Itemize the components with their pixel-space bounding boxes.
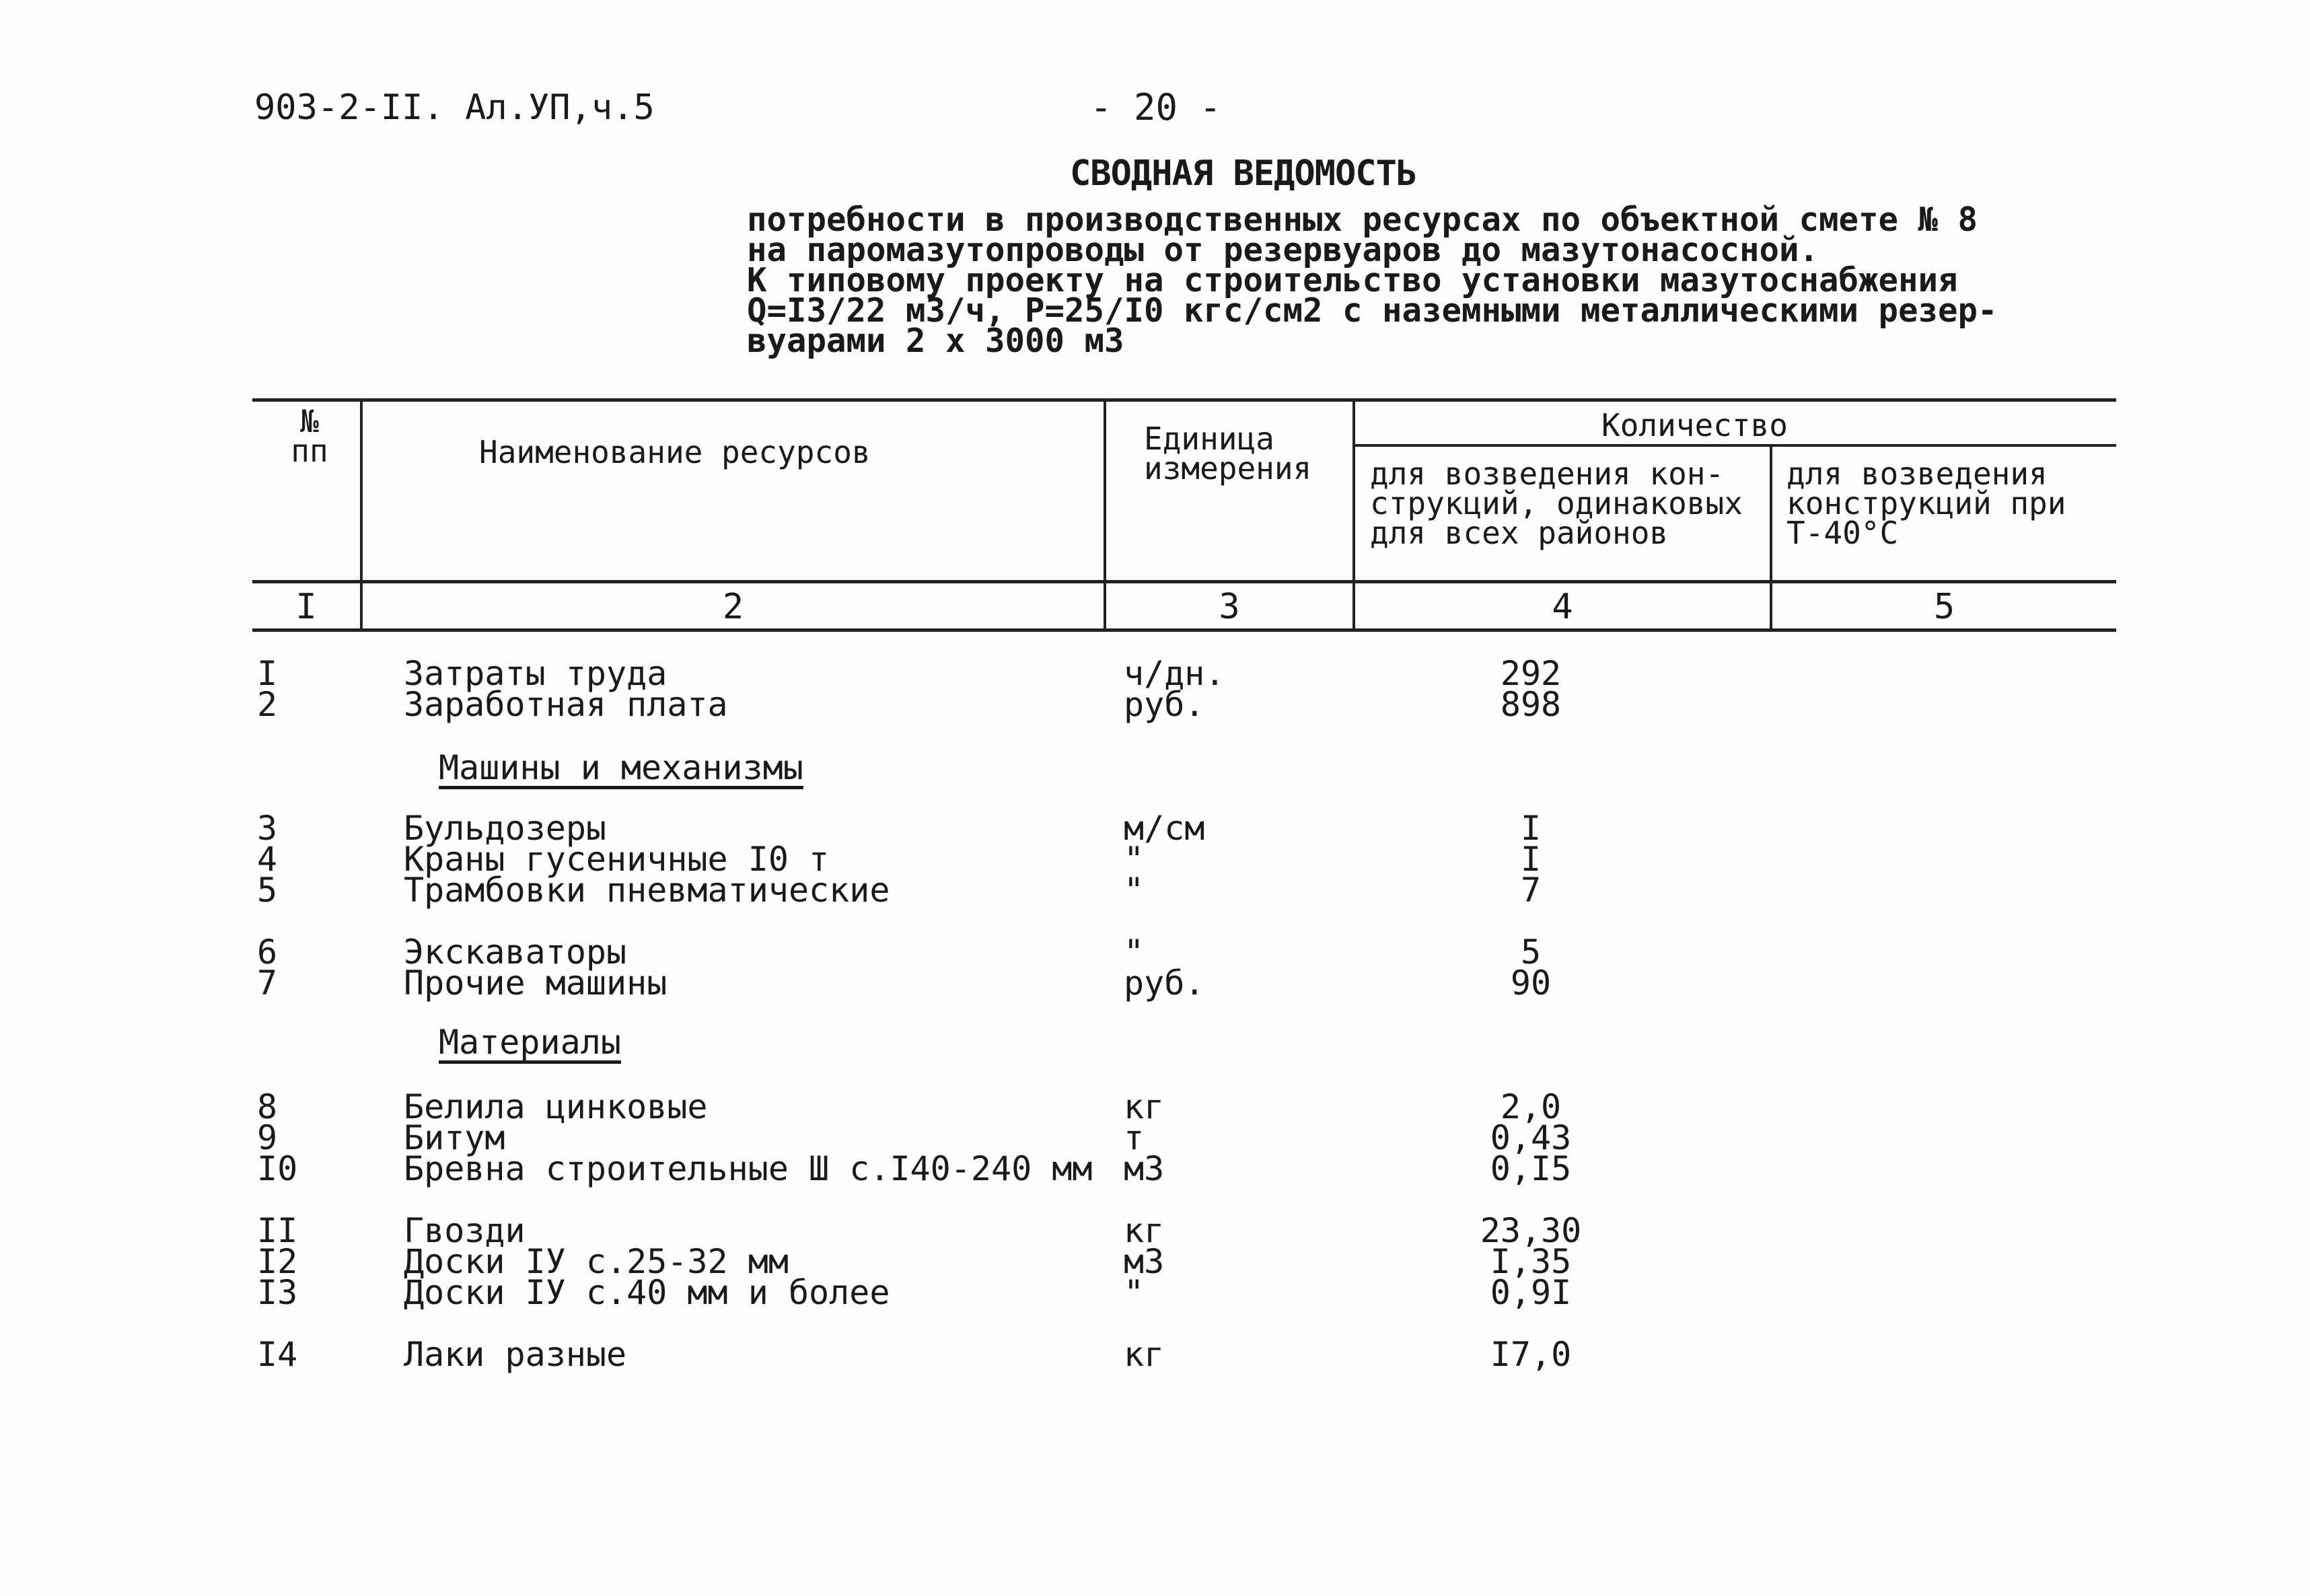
resource-name: Белила цинковые: [404, 1087, 708, 1126]
section-heading-machines: Машины и механизмы: [439, 748, 803, 787]
resource-unit: м3: [1124, 1242, 1165, 1281]
resource-quantity: 898: [1500, 685, 1562, 724]
table-row: [0, 840, 2310, 879]
table-top-border: [252, 398, 2116, 402]
resource-unit: кг: [1124, 1087, 1165, 1126]
resource-unit: т: [1124, 1118, 1145, 1157]
header-col-unit: Единица измерения: [1144, 421, 1312, 486]
resource-unit: ": [1124, 1273, 1145, 1312]
row-number: 2: [257, 685, 278, 724]
resource-quantity: I: [1520, 809, 1542, 848]
row-number: I0: [257, 1149, 298, 1188]
resource-name: Доски IУ с.25-32 мм: [404, 1242, 789, 1281]
resource-unit: м3: [1124, 1149, 1165, 1188]
document-subtitle: [747, 201, 1998, 360]
resource-name: Затраты труда: [404, 654, 667, 693]
resource-unit: ": [1124, 933, 1145, 972]
resource-name: Битум: [404, 1118, 505, 1157]
column-number: 4: [1552, 587, 1573, 627]
resource-quantity: I: [1520, 840, 1542, 879]
resource-name: Трамбовки пневматические: [404, 871, 890, 910]
row-number: 6: [257, 933, 278, 972]
resource-name: Лаки разные: [404, 1335, 627, 1374]
table-row: [0, 809, 2310, 848]
resource-quantity: 0,9I: [1490, 1273, 1572, 1312]
resource-quantity: 5: [1520, 933, 1542, 972]
group-divider: [1352, 444, 2116, 447]
resource-name: Бревна строительные Ш с.I40-240 мм: [404, 1149, 1093, 1188]
subtitle-line: Q=I3/22 м3/ч, Р=25/I0 кгс/см2 с наземными металлическими резер-: [747, 291, 1998, 330]
row-number: 3: [257, 809, 278, 848]
header-col-number: № пп: [291, 403, 328, 469]
resource-quantity: 7: [1520, 871, 1542, 910]
row-number: 7: [257, 964, 278, 1003]
row-number: II: [257, 1211, 298, 1250]
resource-unit: м/см: [1124, 809, 1205, 848]
resource-quantity: 0,I5: [1490, 1149, 1572, 1188]
document-title: СВОДНАЯ ВЕДОМОСТЬ: [1070, 153, 1417, 194]
resource-quantity: I,35: [1490, 1242, 1572, 1281]
table-row: [0, 1273, 2310, 1312]
table-row: [0, 964, 2310, 1003]
row-number: 5: [257, 871, 278, 910]
resource-name: Краны гусеничные I0 т: [404, 840, 830, 879]
resource-quantity: 292: [1500, 654, 1562, 693]
resource-unit: ": [1124, 871, 1145, 910]
row-number: I4: [257, 1335, 298, 1374]
subtitle-line: потребности в производственных ресурсах по объектной смете № 8: [747, 201, 1978, 239]
table-row: [0, 1242, 2310, 1281]
page-number: - 20 -: [1090, 86, 1222, 129]
resource-quantity: 90: [1510, 964, 1552, 1003]
section-heading-materials: Материалы: [439, 1023, 621, 1062]
column-number: I: [295, 587, 317, 627]
row-number: 8: [257, 1087, 278, 1126]
header-col-qty-all-regions: для возведения кон- струкций, одинаковых для всех районов: [1370, 456, 1743, 551]
header-bottom-border: [252, 580, 2116, 583]
resource-name: Доски IУ с.40 мм и более: [404, 1273, 890, 1312]
resource-unit: кг: [1124, 1335, 1165, 1374]
row-number: 9: [257, 1118, 278, 1157]
subtitle-line: на паромазутопроводы от резервуаров до мазутонасосной.: [747, 231, 1819, 269]
table-row: [0, 1149, 2310, 1188]
resource-unit: ": [1124, 840, 1145, 879]
resource-name: Заработная плата: [404, 685, 728, 724]
column-number: 2: [722, 587, 744, 627]
column-number: 3: [1219, 587, 1240, 627]
table-row: [0, 871, 2310, 910]
subtitle-line: вуарами 2 х 3000 м3: [747, 322, 1124, 360]
header-col-qty-t40: для возведения конструкций при Т-40°С: [1786, 456, 2066, 551]
resource-unit: кг: [1124, 1211, 1165, 1250]
table-row: [0, 1087, 2310, 1126]
row-number: I3: [257, 1273, 298, 1312]
resource-name: Экскаваторы: [404, 933, 627, 972]
column-number: 5: [1933, 587, 1955, 627]
resource-quantity: I7,0: [1490, 1335, 1572, 1374]
resource-name: Прочие машины: [404, 964, 667, 1003]
resource-name: Гвозди: [404, 1211, 526, 1250]
column-numbers-border: [252, 628, 2116, 632]
resource-unit: ч/дн.: [1124, 654, 1225, 693]
resource-quantity: 0,43: [1490, 1118, 1572, 1157]
resource-unit: руб.: [1124, 964, 1205, 1003]
table-row: [0, 1335, 2310, 1374]
header-col-name: Наименование ресурсов: [479, 434, 871, 470]
resource-name: Бульдозеры: [404, 809, 607, 848]
table-row: [0, 685, 2310, 724]
row-number: I: [257, 654, 278, 693]
row-number: I2: [257, 1242, 298, 1281]
resource-unit: руб.: [1124, 685, 1205, 724]
resource-quantity: 23,30: [1480, 1211, 1582, 1250]
document-code: 903-2-II. Ал.УП,ч.5: [254, 87, 655, 128]
header-group-quantity: Количество: [1601, 407, 1788, 443]
subtitle-line: К типовому проекту на строительство установки мазутоснабжения: [747, 261, 1958, 299]
row-number: 4: [257, 840, 278, 879]
resource-quantity: 2,0: [1500, 1087, 1562, 1126]
